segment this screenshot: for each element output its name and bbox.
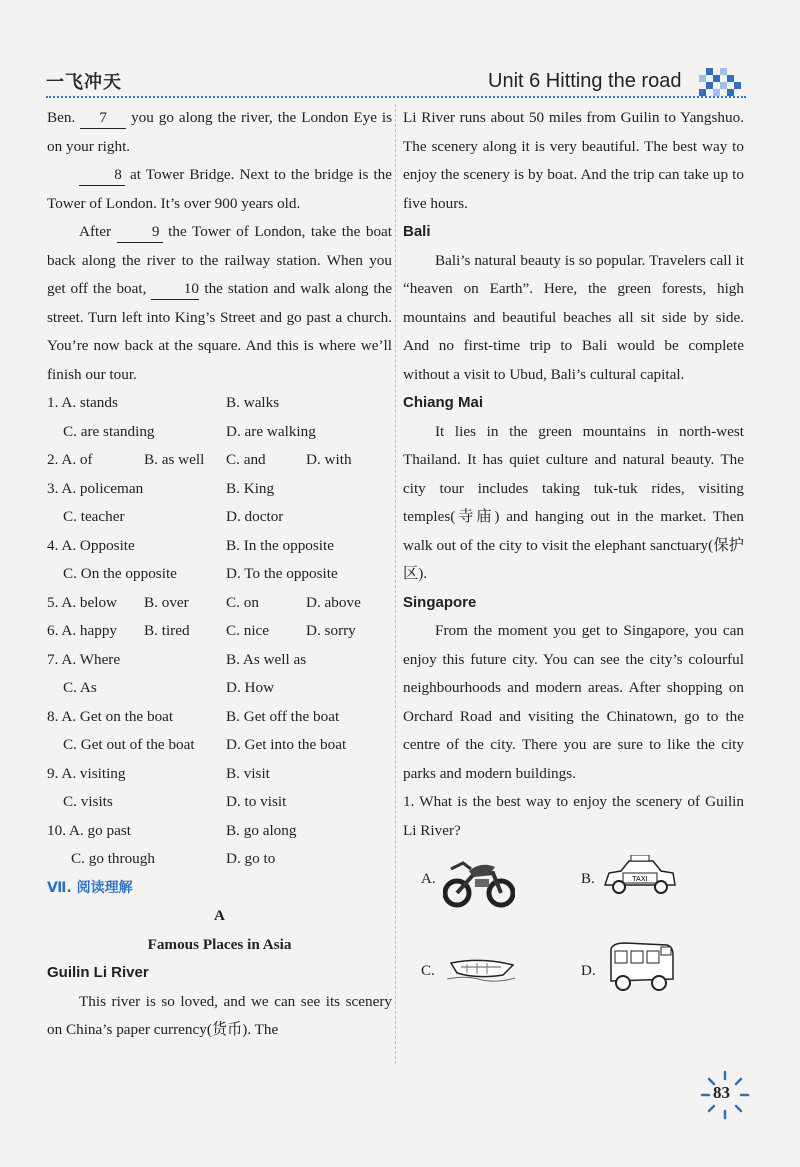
option-row: 8. A. Get on the boat B. Get off the boat	[47, 707, 340, 725]
bali-text: Bali’s natural beauty is so popular. Travelers call it “heaven on Earth”. Here, the green forests, high mountains and beautiful beaches all sit side by side. And no first-time trip to Bali would be complete without a visit to Ubud, Bali’s cultural capital.	[403, 251, 744, 383]
options-list	[47, 389, 392, 874]
blank-9: 9	[117, 222, 163, 243]
option-row: 1. A. stands B. walks	[47, 394, 280, 411]
guilin-heading: Guilin Li River	[47, 964, 149, 981]
option-row: 2. A. of B. as well C. and D. with	[47, 451, 352, 468]
blank-8: 8	[79, 165, 125, 186]
motorcycle-icon	[443, 849, 515, 909]
option-row: 4. A. Opposite B. In the opposite	[47, 536, 334, 554]
passage-paragraph: Ben. 7 you go along the river, the London Eye is on your right.	[47, 109, 392, 155]
bus-icon	[605, 941, 677, 993]
option-row: C. As D. How	[63, 679, 275, 696]
unit-title: Unit 6 Hitting the road	[488, 70, 682, 92]
blank-10: 10	[151, 279, 199, 300]
page-header	[0, 60, 800, 102]
chiang-mai-text: It lies in the green mountains in north-west Thailand. It has quiet culture and natural beauty. The city tour includes taking tuk-tuk rides, visiting temples(寺庙) and hanging out in the market. Then walk out of the city to visit the elephant sanctuary(保护区).	[403, 422, 744, 582]
option-row: 5. A. below B. over C. on D. above	[47, 593, 361, 611]
right-column	[403, 104, 744, 1025]
left-column	[47, 104, 392, 1045]
column-divider	[395, 104, 396, 1064]
option-row: C. are standing D. are walking	[63, 422, 316, 440]
header-divider	[46, 96, 746, 98]
checker-decoration-icon	[698, 68, 742, 96]
option-row: 6. A. happy B. tired C. nice D. sorry	[47, 622, 356, 639]
option-row: 9. A. visiting B. visit	[47, 764, 270, 782]
chiang-mai-heading: Chiang Mai	[403, 394, 484, 411]
bali-heading: Bali	[403, 223, 431, 240]
boat-icon	[447, 953, 517, 983]
option-row: C. teacher D. doctor	[63, 508, 284, 525]
option-row: C. go through D. go to	[71, 850, 276, 867]
blank-7: 7	[80, 108, 126, 129]
singapore-text: From the moment you get to Singapore, you can enjoy this future city. You can see the city’s colourful neighbourhoods and modern areas. After shopping on Orchard Road and visiting the Chinatown, go to the centre of the city. There you are sure to like the city parks and modern buildings.	[403, 622, 744, 782]
option-row: 7. A. Where B. As well as	[47, 650, 307, 668]
singapore-heading: Singapore	[403, 593, 477, 611]
option-row: 3. A. policeman B. King	[47, 479, 275, 497]
passage-paragraph: 8 at Tower Bridge. Next to the bridge is the Tower of London. It’s over 900 years old.	[47, 166, 392, 212]
answer-pictures: A. B. TAXI C. D.	[403, 845, 744, 1025]
part-label: A	[214, 907, 225, 924]
passage-title: Famous Places in Asia	[147, 935, 292, 953]
brand-logo: 一飞冲天	[46, 72, 122, 93]
taxi-icon	[601, 855, 679, 899]
section-heading: Ⅶ. 阅读理解	[47, 879, 133, 896]
option-row: C. Get out of the boat D. Get into the boat	[63, 736, 347, 753]
page-number: 83	[700, 1070, 750, 1120]
guilin-text-cont: Li River runs about 50 miles from Guilin to Yangshuo. The scenery along it is very beautiful. The best way to enjoy the scenery is by boat. And the trip can take up to five hours.	[403, 109, 744, 212]
passage-paragraph: After 9 the Tower of London, take the boat back along the river to the railway station. When you get off the boat, 10 the station and walk along the street. Turn left into King’s Street and go past a church. You’re now back at the square. And this is where we’ll finish our tour.	[47, 223, 393, 383]
option-row: 10. A. go past B. go along	[47, 821, 297, 839]
question-1: 1. What is the best way to enjoy the scenery of Guilin Li River?	[403, 793, 744, 839]
guilin-text: This river is so loved, and we can see its scenery on China’s paper currency(货币). The	[47, 992, 392, 1038]
option-row: C. visits D. to visit	[63, 793, 287, 810]
option-row: C. On the opposite D. To the opposite	[63, 565, 338, 582]
taxi-sign-text: TAXI	[632, 875, 648, 883]
